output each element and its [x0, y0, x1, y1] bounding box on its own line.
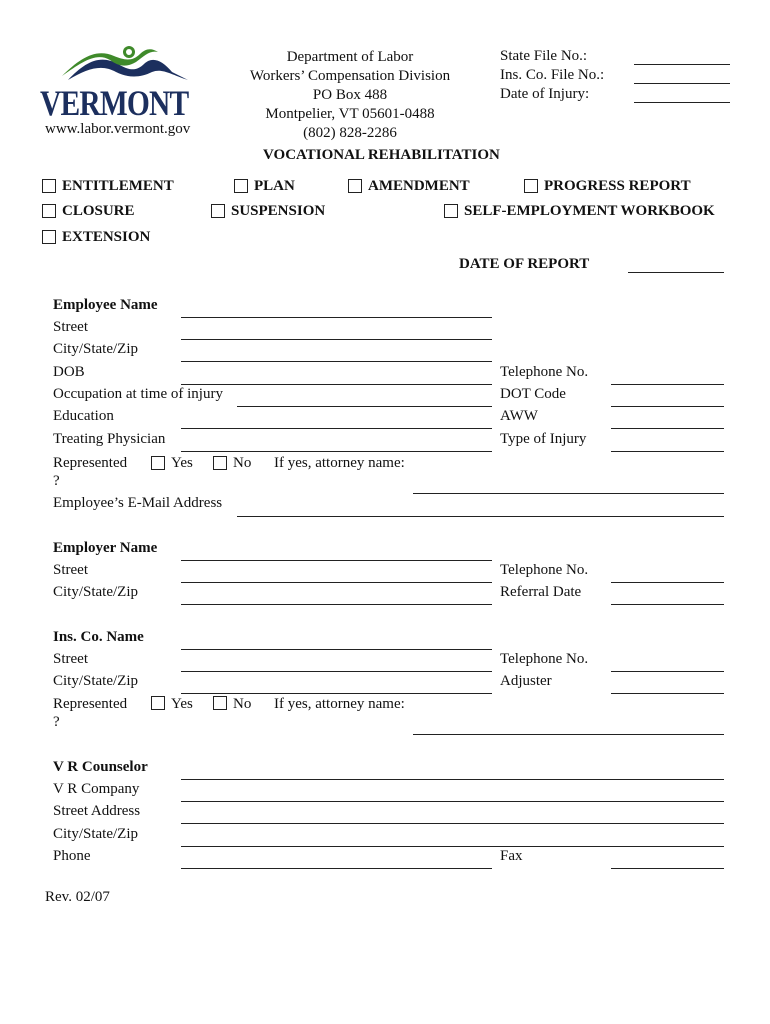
progress-report-label: PROGRESS REPORT — [544, 178, 691, 194]
vr-counselor-field[interactable] — [181, 779, 724, 780]
treating-physician-label: Treating Physician — [53, 431, 166, 447]
dept-address-block — [230, 48, 470, 143]
employer-name-field[interactable] — [181, 560, 492, 561]
suspension-label: SUSPENSION — [231, 203, 326, 219]
plan-checkbox[interactable] — [234, 179, 248, 193]
employee-represented-no-checkbox[interactable] — [213, 456, 227, 470]
employee-no-label: No — [233, 455, 252, 471]
dept-line: Montpelier, VT 05601-0488 — [265, 106, 435, 122]
vr-company-field[interactable] — [181, 801, 724, 802]
education-field[interactable] — [181, 428, 492, 429]
state-file-label: State File No.: — [500, 48, 588, 64]
employer-city-label: City/State/Zip — [53, 584, 138, 600]
closure-label: CLOSURE — [62, 203, 135, 219]
dept-line: PO Box 488 — [312, 87, 388, 103]
employee-email-label: Employee’s E-Mail Address — [53, 495, 223, 511]
employee-street-field[interactable] — [181, 339, 492, 340]
employee-street-label: Street — [53, 319, 88, 335]
ins-yes-label: Yes — [171, 696, 193, 712]
employee-telephone-label: Telephone No. — [500, 364, 589, 380]
vr-city-field[interactable] — [181, 846, 724, 847]
ins-telephone-field[interactable] — [611, 671, 724, 672]
vermont-logo — [40, 42, 200, 122]
date-injury-field[interactable] — [634, 102, 730, 103]
state-file-field[interactable] — [634, 64, 730, 65]
dept-line: Workers’ Compensation Division — [249, 68, 451, 84]
occupation-field[interactable] — [237, 406, 492, 407]
ins-co-name-label: Ins. Co. Name — [53, 629, 144, 645]
vr-street-field[interactable] — [181, 823, 724, 824]
employee-represented-qmark: ? — [53, 473, 60, 489]
dot-code-field[interactable] — [611, 406, 724, 407]
ins-telephone-label: Telephone No. — [500, 651, 589, 667]
dept-line: Department of Labor — [286, 49, 414, 65]
employee-attorney-label: If yes, attorney name: — [274, 455, 405, 471]
employee-dob-field[interactable] — [181, 384, 492, 385]
progress-report-checkbox[interactable] — [524, 179, 538, 193]
extension-checkbox[interactable] — [42, 230, 56, 244]
amendment-label: AMENDMENT — [368, 178, 470, 194]
vr-company-label: V R Company — [53, 781, 140, 797]
ins-represented-qmark: ? — [53, 714, 60, 730]
date-injury-label: Date of Injury: — [500, 86, 590, 102]
ins-attorney-field[interactable] — [413, 734, 724, 735]
ins-represented-label: Represented — [53, 696, 128, 712]
ins-attorney-label: If yes, attorney name: — [274, 696, 405, 712]
ins-no-label: No — [233, 696, 252, 712]
employee-attorney-field[interactable] — [413, 493, 724, 494]
aww-label: AWW — [500, 408, 538, 424]
revision-label: Rev. 02/07 — [45, 889, 110, 905]
adjuster-field[interactable] — [611, 693, 724, 694]
ins-file-field[interactable] — [634, 83, 730, 84]
referral-date-field[interactable] — [611, 604, 724, 605]
vr-city-label: City/State/Zip — [53, 826, 138, 842]
treating-physician-field[interactable] — [181, 451, 492, 452]
vr-fax-field[interactable] — [611, 868, 724, 869]
plan-label: PLAN — [254, 178, 295, 194]
vr-phone-field[interactable] — [181, 868, 492, 869]
vr-counselor-label: V R Counselor — [53, 759, 148, 775]
vr-fax-label: Fax — [500, 848, 523, 864]
closure-checkbox[interactable] — [42, 204, 56, 218]
ins-city-field[interactable] — [181, 693, 492, 694]
employee-city-label: City/State/Zip — [53, 341, 138, 357]
employee-telephone-field[interactable] — [611, 384, 724, 385]
education-label: Education — [53, 408, 114, 424]
ins-represented-no-checkbox[interactable] — [213, 696, 227, 710]
self-employment-label: SELF-EMPLOYMENT WORKBOOK — [464, 203, 715, 219]
aww-field[interactable] — [611, 428, 724, 429]
referral-date-label: Referral Date — [500, 584, 582, 600]
website-link[interactable]: www.labor.vermont.gov — [45, 121, 191, 137]
adjuster-label: Adjuster — [500, 673, 552, 689]
vr-street-label: Street Address — [53, 803, 141, 819]
form-title: VOCATIONAL REHABILITATION — [263, 147, 500, 163]
ins-city-label: City/State/Zip — [53, 673, 138, 689]
employee-email-field[interactable] — [237, 516, 724, 517]
employee-dob-label: DOB — [53, 364, 85, 380]
employer-telephone-label: Telephone No. — [500, 562, 589, 578]
employer-name-label: Employer Name — [53, 540, 158, 556]
employer-street-field[interactable] — [181, 582, 492, 583]
employer-telephone-field[interactable] — [611, 582, 724, 583]
extension-label: EXTENSION — [62, 229, 151, 245]
employee-represented-label: Represented — [53, 455, 128, 471]
dot-code-label: DOT Code — [500, 386, 566, 402]
employee-represented-yes-checkbox[interactable] — [151, 456, 165, 470]
employee-name-field[interactable] — [181, 317, 492, 318]
date-of-report-field[interactable] — [628, 272, 724, 273]
ins-represented-yes-checkbox[interactable] — [151, 696, 165, 710]
logo-text: VERMONT — [40, 83, 189, 123]
dept-line: (802) 828-2286 — [303, 125, 397, 141]
ins-street-field[interactable] — [181, 671, 492, 672]
entitlement-checkbox[interactable] — [42, 179, 56, 193]
employee-name-label: Employee Name — [53, 297, 158, 313]
employee-yes-label: Yes — [171, 455, 193, 471]
employer-street-label: Street — [53, 562, 88, 578]
employee-city-field[interactable] — [181, 361, 492, 362]
entitlement-label: ENTITLEMENT — [62, 178, 174, 194]
ins-street-label: Street — [53, 651, 88, 667]
date-of-report-label: DATE OF REPORT — [459, 256, 590, 272]
ins-file-label: Ins. Co. File No.: — [500, 67, 605, 83]
occupation-label: Occupation at time of injury — [53, 386, 223, 402]
suspension-checkbox[interactable] — [211, 204, 225, 218]
injury-type-field[interactable] — [611, 451, 724, 452]
ins-co-name-field[interactable] — [181, 649, 492, 650]
employer-city-field[interactable] — [181, 604, 492, 605]
vr-phone-label: Phone — [53, 848, 91, 864]
injury-type-label: Type of Injury — [500, 431, 587, 447]
amendment-checkbox[interactable] — [348, 179, 362, 193]
self-employment-checkbox[interactable] — [444, 204, 458, 218]
